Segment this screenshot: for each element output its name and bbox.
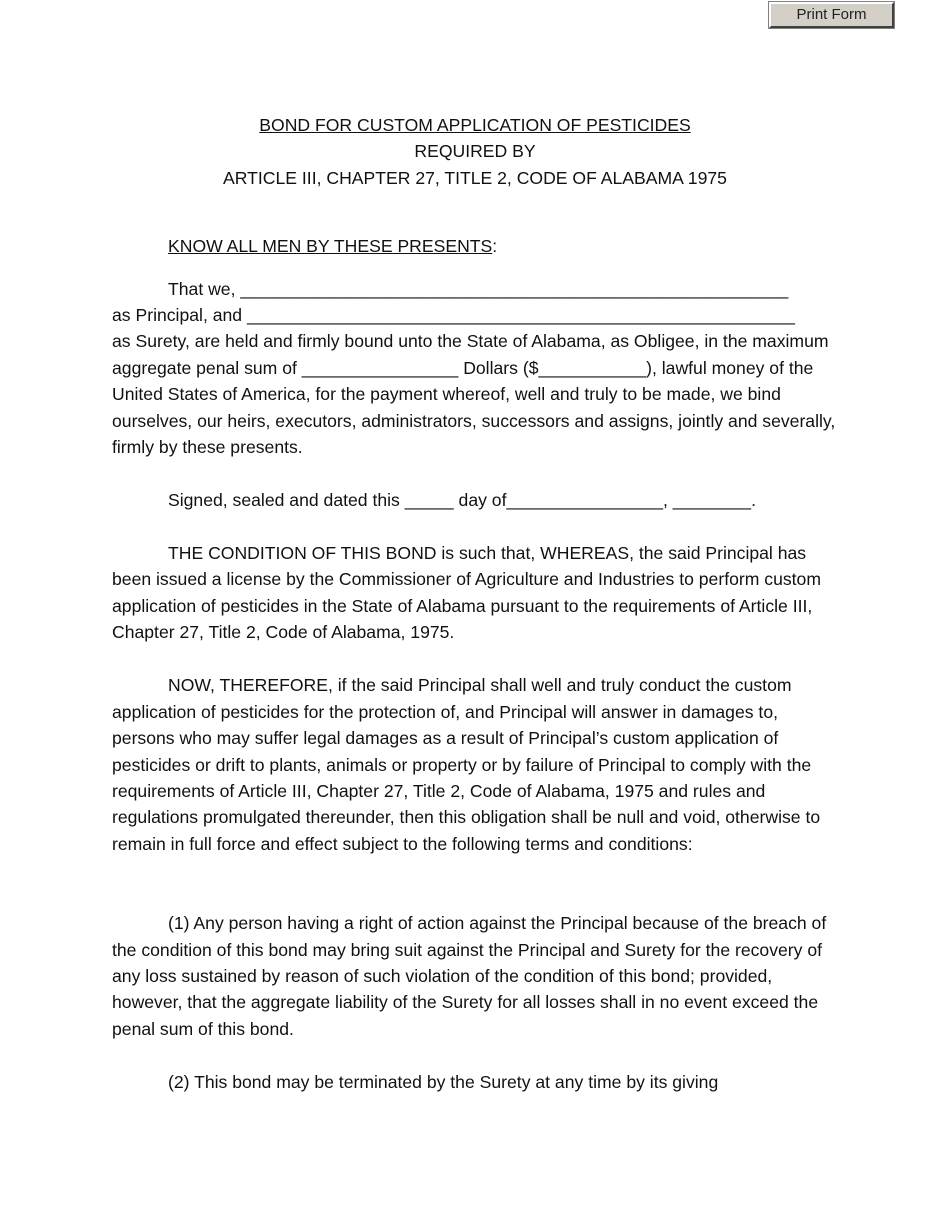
- term-1-paragraph: (1) Any person having a right of action against the Principal because of the breach of the condition of this bond may bring suit against the Principal and Surety for the recovery of any loss sustained by reason of such violation of the condition of this bond; provided, however, that the aggregate liability of the Surety for all losses shall in no event exceed the penal sum of this bond.: [112, 913, 827, 1039]
- spacer: [112, 191, 838, 233]
- know-all-label: KNOW ALL MEN BY THESE PRESENTS: [168, 236, 493, 257]
- document-title: [112, 112, 838, 191]
- spacer: [112, 460, 838, 487]
- term-2-paragraph: (2) This bond may be terminated by the Surety at any time by its giving: [168, 1071, 719, 1092]
- principal-paragraph-text: as Surety, are held and firmly bound unto the State of Alabama, as Obligee, in the maximum aggregate penal sum of ________________ Dollars ($___________), lawful money of the United States of America, for the payment whereof, well and truly to be made, we bind ourselves, our heirs, executors, administrators, successors and assigns, jointly and severally, firmly by these presents.: [112, 331, 836, 458]
- spacer: [112, 857, 838, 910]
- condition-paragraph: THE CONDITION OF THIS BOND is such that, WHEREAS, the said Principal has been issued a license by the Commissioner of Agriculture and Industries to perform custom application of pesticides in the State of Alabama pursuant to the requirements of Article III, Chapter 27, Title 2, Code of Alabama, 1975.: [112, 543, 821, 643]
- therefore-paragraph: NOW, THEREFORE, if the said Principal shall well and truly conduct the custom application of pesticides for the protection of, and Principal will answer in damages to, persons who may suffer legal damages as a result of Principal’s custom application of pesticides or drift to plants, animals or property or by failure of Principal to comply with the requirements of Article III, Chapter 27, Title 2, Code of Alabama, 1975 and rules and regulations promulgated thereunder, then this obligation shall be null and void, otherwise to remain in full force and effect subject to the following terms and conditions:: [112, 675, 821, 854]
- title-line-2: REQUIRED BY: [414, 141, 536, 162]
- surety-line: as Principal, and ________________________________________________________: [112, 305, 795, 326]
- principal-paragraph: [112, 276, 838, 461]
- know-all-colon: :: [492, 236, 498, 257]
- title-line-3: ARTICLE III, CHAPTER 27, TITLE 2, CODE OF ALABAMA 1975: [223, 167, 727, 188]
- signed-line: Signed, sealed and dated this _____ day of________________, ________.: [168, 490, 756, 511]
- document-page: [112, 112, 838, 1095]
- principal-line: That we, ________________________________________________________: [168, 278, 789, 299]
- know-all-heading: [112, 233, 838, 259]
- title-line-1: BOND FOR CUSTOM APPLICATION OF PESTICIDES: [259, 115, 691, 135]
- spacer: [112, 1042, 838, 1069]
- print-form-button[interactable]: Print Form: [769, 2, 894, 28]
- spacer: [112, 646, 838, 673]
- spacer: [112, 260, 838, 276]
- spacer: [112, 513, 838, 540]
